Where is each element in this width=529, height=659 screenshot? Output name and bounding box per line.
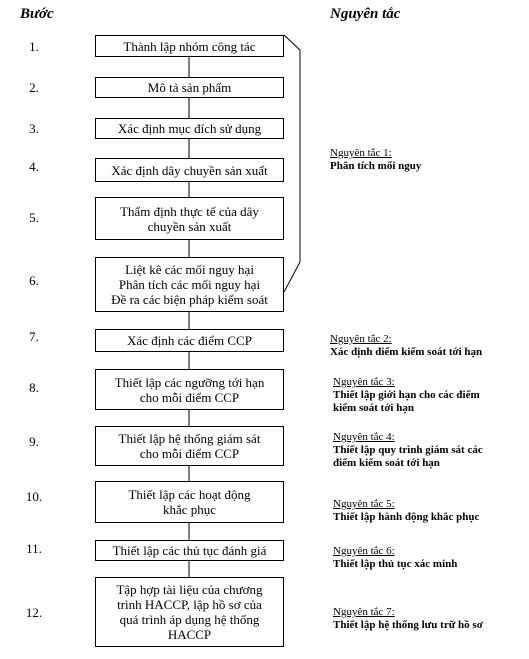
step-line: chuyền sản xuất [147,218,232,234]
step-number: 7. [29,329,39,344]
step-line: Thẩm định thực tế của dây [120,203,259,219]
step-number: 10. [25,489,43,504]
principle-desc: Thiết lập giới hạn cho các điểm [333,389,480,401]
step-number: 2. [29,80,39,95]
principle-title: Nguyên tắc 3: [333,376,395,388]
step-box-hazard-analysis [95,257,284,312]
step-number: 5. [29,210,39,225]
step-line: Phân tích các mối nguy hại [118,277,261,292]
principle-6 [333,545,457,571]
group-bracket-steps-1-6 [284,35,300,292]
step-line: Đề ra các biện pháp kiểm soát [111,292,268,307]
step-line: Thiết lập các hoạt động [128,487,251,502]
step-line: trình HACCP, lập hồ sơ của [117,597,262,612]
step-number: 4. [29,159,39,174]
step-line: Xác định các điểm CCP [127,333,252,348]
step-line: HACCP [167,627,212,642]
principle-7 [333,606,483,632]
principle-title: Nguyên tắc 4: [333,431,395,443]
principle-5 [333,498,479,524]
step-line: Mô tả sản phẩm [147,80,232,95]
steps-header: Bước [20,6,54,22]
principle-title: Nguyên tắc 6: [333,545,395,557]
principle-1 [330,147,421,173]
principle-desc: Xác định điểm kiểm soát tới hạn [330,346,483,358]
step-line: Xác định mục đích sử dụng [117,121,262,136]
principle-title: Nguyên tắc 7: [333,606,395,618]
step-line: Thành lập nhóm công tác [123,38,256,54]
step-number: 9. [29,434,39,449]
step-box-corrective-actions [95,481,284,523]
step-box-documentation [95,577,284,647]
step-line: khắc phục [162,502,217,517]
step-box-monitoring [95,426,284,466]
step-box-form-team [95,35,284,57]
step-box-critical-limits [95,369,284,410]
step-line: Xác định dây chuyền sản xuất [111,162,268,178]
step-line: cho mỗi điểm CCP [139,446,240,461]
principle-desc: Thiết lập thủ tục xác minh [333,558,458,570]
principle-desc: Thiết lập quy trình giám sát các [333,444,483,456]
step-box-describe-product [95,77,284,98]
step-number: 1. [29,39,39,54]
step-box-verify-line [95,197,284,240]
principle-3 [333,376,480,415]
principles-header: Nguyên tắc [330,6,401,22]
principle-desc: kiểm soát tới hạn [333,402,414,414]
principle-title: Nguyên tắc 2: [330,333,392,345]
step-line: Tập hợp tài liệu của chương [116,582,263,597]
step-box-production-line [95,158,284,182]
principle-desc: điểm kiểm soát tới hạn [333,457,440,469]
principle-2 [330,333,482,359]
step-number: 12. [25,605,43,620]
step-box-determine-ccp [95,329,284,352]
principle-desc: Thiết lập hệ thống lưu trữ hồ sơ [333,619,483,631]
step-line: cho mỗi điểm CCP [139,389,240,405]
step-line: quá trình áp dụng hệ thống [119,612,260,627]
principle-desc: Thiết lập hành động khắc phục [333,511,480,523]
step-box-intended-use [95,118,284,139]
step-number: 11. [26,541,42,556]
step-line: Thiết lập các thủ tục đánh giá [112,543,267,558]
step-number: 6. [29,273,39,288]
step-line: Thiết lập các ngưỡng tới hạn [114,374,265,390]
principle-title: Nguyên tắc 5: [333,498,395,510]
step-box-verification [95,540,284,561]
step-line: Liệt kê các mối nguy hại [125,262,254,277]
principle-desc: Phân tích mối nguy [330,160,422,172]
step-number: 8. [29,380,39,395]
principle-title: Nguyên tắc 1: [330,147,392,159]
principle-4 [333,431,483,470]
step-line: Thiết lập hệ thống giám sát [118,431,261,446]
step-number: 3. [29,121,39,136]
